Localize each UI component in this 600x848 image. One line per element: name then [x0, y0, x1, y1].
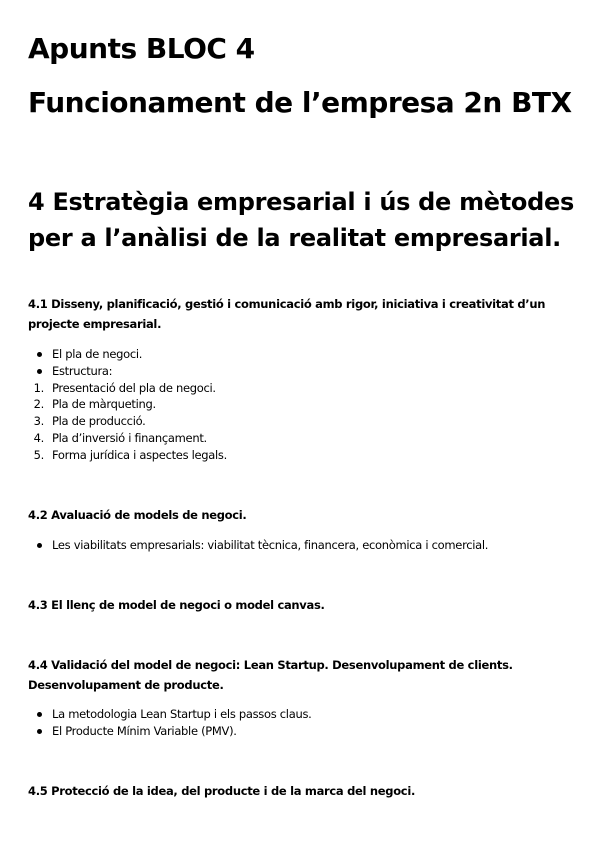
- section-heading-4-4: 4.4 Validació del model de negoci: Lean Startup. Desenvolupament de clients. Desenvolupament de producte.: [28, 658, 513, 692]
- section-heading-4-1: 4.1 Disseny, planificació, gestió i comunicació amb rigor, iniciativa i creativitat d’un projecte empresarial.: [28, 297, 546, 331]
- list-item-text: Estructura:: [52, 363, 113, 378]
- list-item: [28, 413, 227, 430]
- list-item-text: Les viabilitats empresarials: viabilitat tècnica, financera, econòmica i comercial.: [52, 538, 489, 552]
- section-list-4-4: [28, 706, 312, 740]
- list-item-text: Pla d’inversió i finançament.: [52, 430, 207, 445]
- list-number: 1.: [33, 380, 44, 395]
- list-item: [28, 723, 312, 740]
- bullet-icon: [37, 352, 42, 357]
- section-list-4-1: [28, 346, 227, 464]
- list-item-text: Forma jurídica i aspectes legals.: [52, 447, 227, 462]
- bullet-icon: [37, 712, 42, 717]
- list-number: 5.: [33, 447, 44, 462]
- list-number: 4.: [33, 430, 44, 445]
- list-item-text: Pla de producció.: [52, 414, 146, 429]
- bullet-icon: [37, 543, 42, 548]
- list-item: [28, 430, 227, 447]
- list-item-text: Pla de màrqueting.: [52, 397, 156, 412]
- list-item: [28, 346, 227, 363]
- list-item-text: Presentació del pla de negoci.: [52, 380, 216, 395]
- bullet-icon: [37, 369, 42, 374]
- list-number: 3.: [33, 414, 44, 429]
- list-item: [28, 380, 227, 397]
- list-item: [28, 363, 227, 380]
- bullet-icon: [37, 729, 42, 734]
- list-item-text: La metodologia Lean Startup i els passos claus.: [52, 707, 312, 721]
- list-item: [28, 537, 488, 554]
- section-heading-4-2: 4.2 Avaluació de models de negoci.: [28, 508, 247, 522]
- section-list-4-2: [28, 537, 488, 554]
- section-heading-4-5: 4.5 Protecció de la idea, del producte i de la marca del negoci.: [28, 784, 416, 798]
- section-heading-4-3: 4.3 El llenç de model de negoci o model canvas.: [28, 598, 325, 612]
- chapter-heading: 4 Estratègia empresarial i ús de mètodes per a l’anàlisi de la realitat empresarial.: [28, 188, 574, 252]
- document-title-line-2: Funcionament de l’empresa 2n BTX: [28, 86, 572, 119]
- list-item: [28, 396, 227, 413]
- list-item-text: El Producte Mínim Variable (PMV).: [52, 723, 237, 738]
- list-item-text: El pla de negoci.: [52, 347, 143, 361]
- list-number: 2.: [33, 397, 44, 412]
- document-title-line-1: Apunts BLOC 4: [28, 32, 255, 65]
- list-item: [28, 706, 312, 723]
- list-item: [28, 447, 227, 464]
